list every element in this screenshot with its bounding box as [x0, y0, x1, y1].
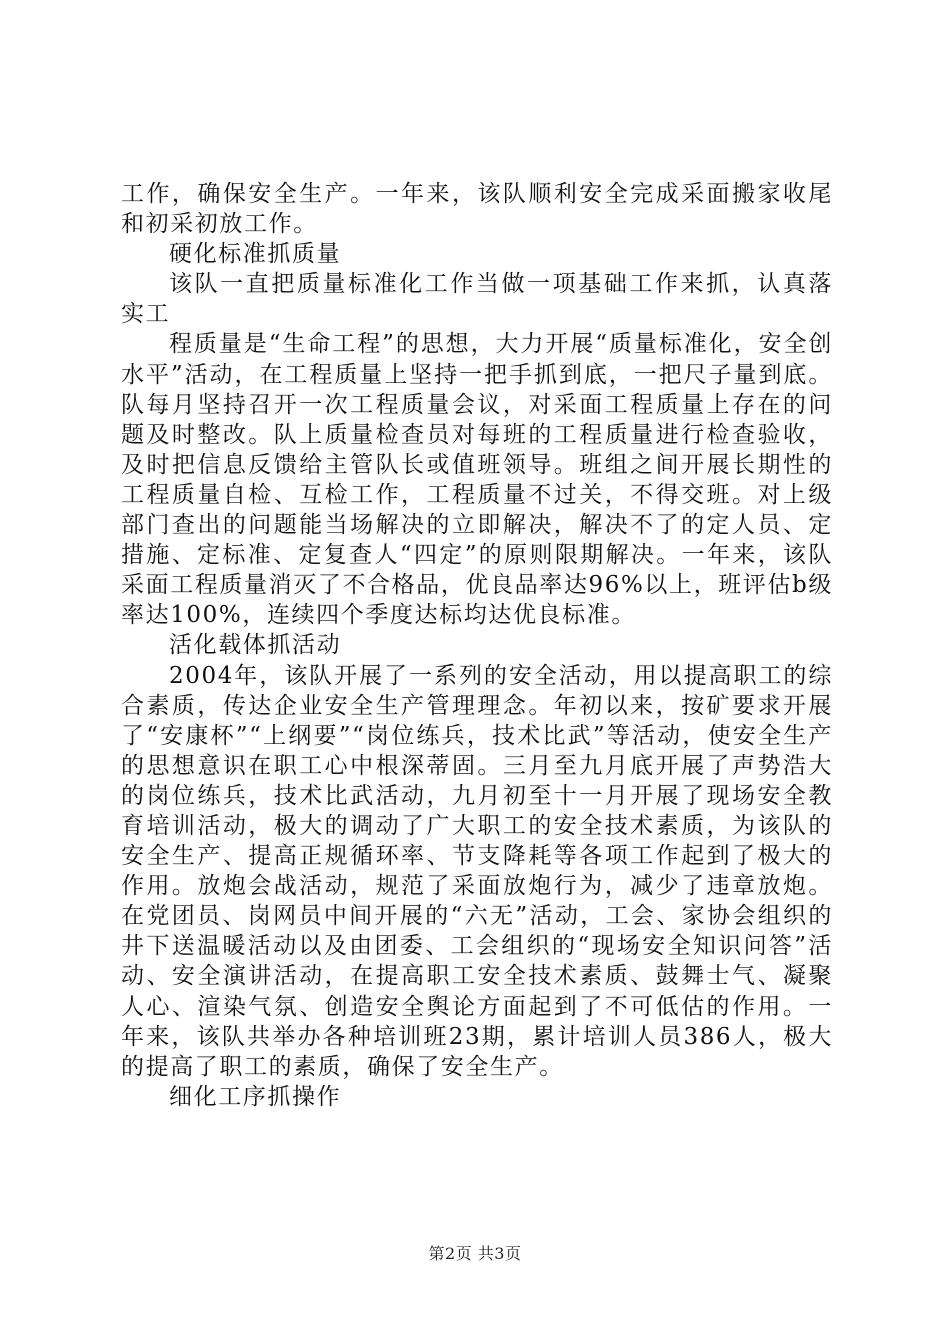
- section-heading-activities: 活化载体抓活动: [169, 632, 342, 659]
- section-heading-operations: 细化工序抓操作: [169, 1083, 342, 1110]
- document-body: [121, 179, 833, 1112]
- page-footer: [0, 1244, 950, 1264]
- section-heading-quality: 硬化标准抓质量: [169, 241, 342, 268]
- paragraph-intro: 工作，确保安全生产。一年来，该队顺利安全完成采面搬家收尾和初采初放工作。: [121, 181, 833, 238]
- paragraph-activities-body: 2004年，该队开展了一系列的安全活动，用以提高职工的综合素质，传达企业安全生产管理理念。年初以来，按矿要求开展了“安康杯”“上纲要”“岗位练兵，技术比武”等活动，使安全生产的思想意识在职工心中根深蒂固。三月至九月底开展了声势浩大的岗位练兵，技术比武活动，九月初至十一月开展了现场安全教育培训活动，极大的调动了广大职工的安全技术素质，为该队的安全生产、提高正规循环率、节支降耗等各项工作起到了极大的作用。放炮会战活动，规范了采面放炮行为，减少了违章放炮。在党团员、岗网员中间开展的“六无”活动，工会、家协会组织的井下送温暖活动以及由团委、工会组织的“现场安全知识问答”活动、安全演讲活动，在提高职工安全技术素质、鼓舞士气、凝聚人心、渲染气氛、创造安全舆论方面起到了不可低估的作用。一年来，该队共举办各种培训班23期，累计培训人员386人，极大的提高了职工的素质，确保了安全生产。: [121, 662, 833, 1080]
- page-number-label: 第2页 共3页: [428, 1244, 522, 1263]
- paragraph-quality-lead: 该队一直把质量标准化工作当做一项基础工作来抓，认真落实工: [121, 271, 833, 328]
- paragraph-quality-body: 程质量是“生命工程”的思想，大力开展“质量标准化，安全创水平”活动，在工程质量上坚持一把手抓到底，一把尺子量到底。队每月坚持召开一次工程质量会议，对采面工程质量上存在的问题及时整改。队上质量检查员对每班的工程质量进行检查验收，及时把信息反馈给主管队长或值班领导。班组之间开展长期性的工程质量自检、互检工作，工程质量不过关，不得交班。对上级部门查出的问题能当场解决的立即解决，解决不了的定人员、定措施、定标准、定复查人“四定”的原则限期解决。一年来，该队采面工程质量消灭了不合格品，优良品率达96%以上，班评估b级率达100%，连续四个季度达标均达优良标准。: [121, 331, 833, 629]
